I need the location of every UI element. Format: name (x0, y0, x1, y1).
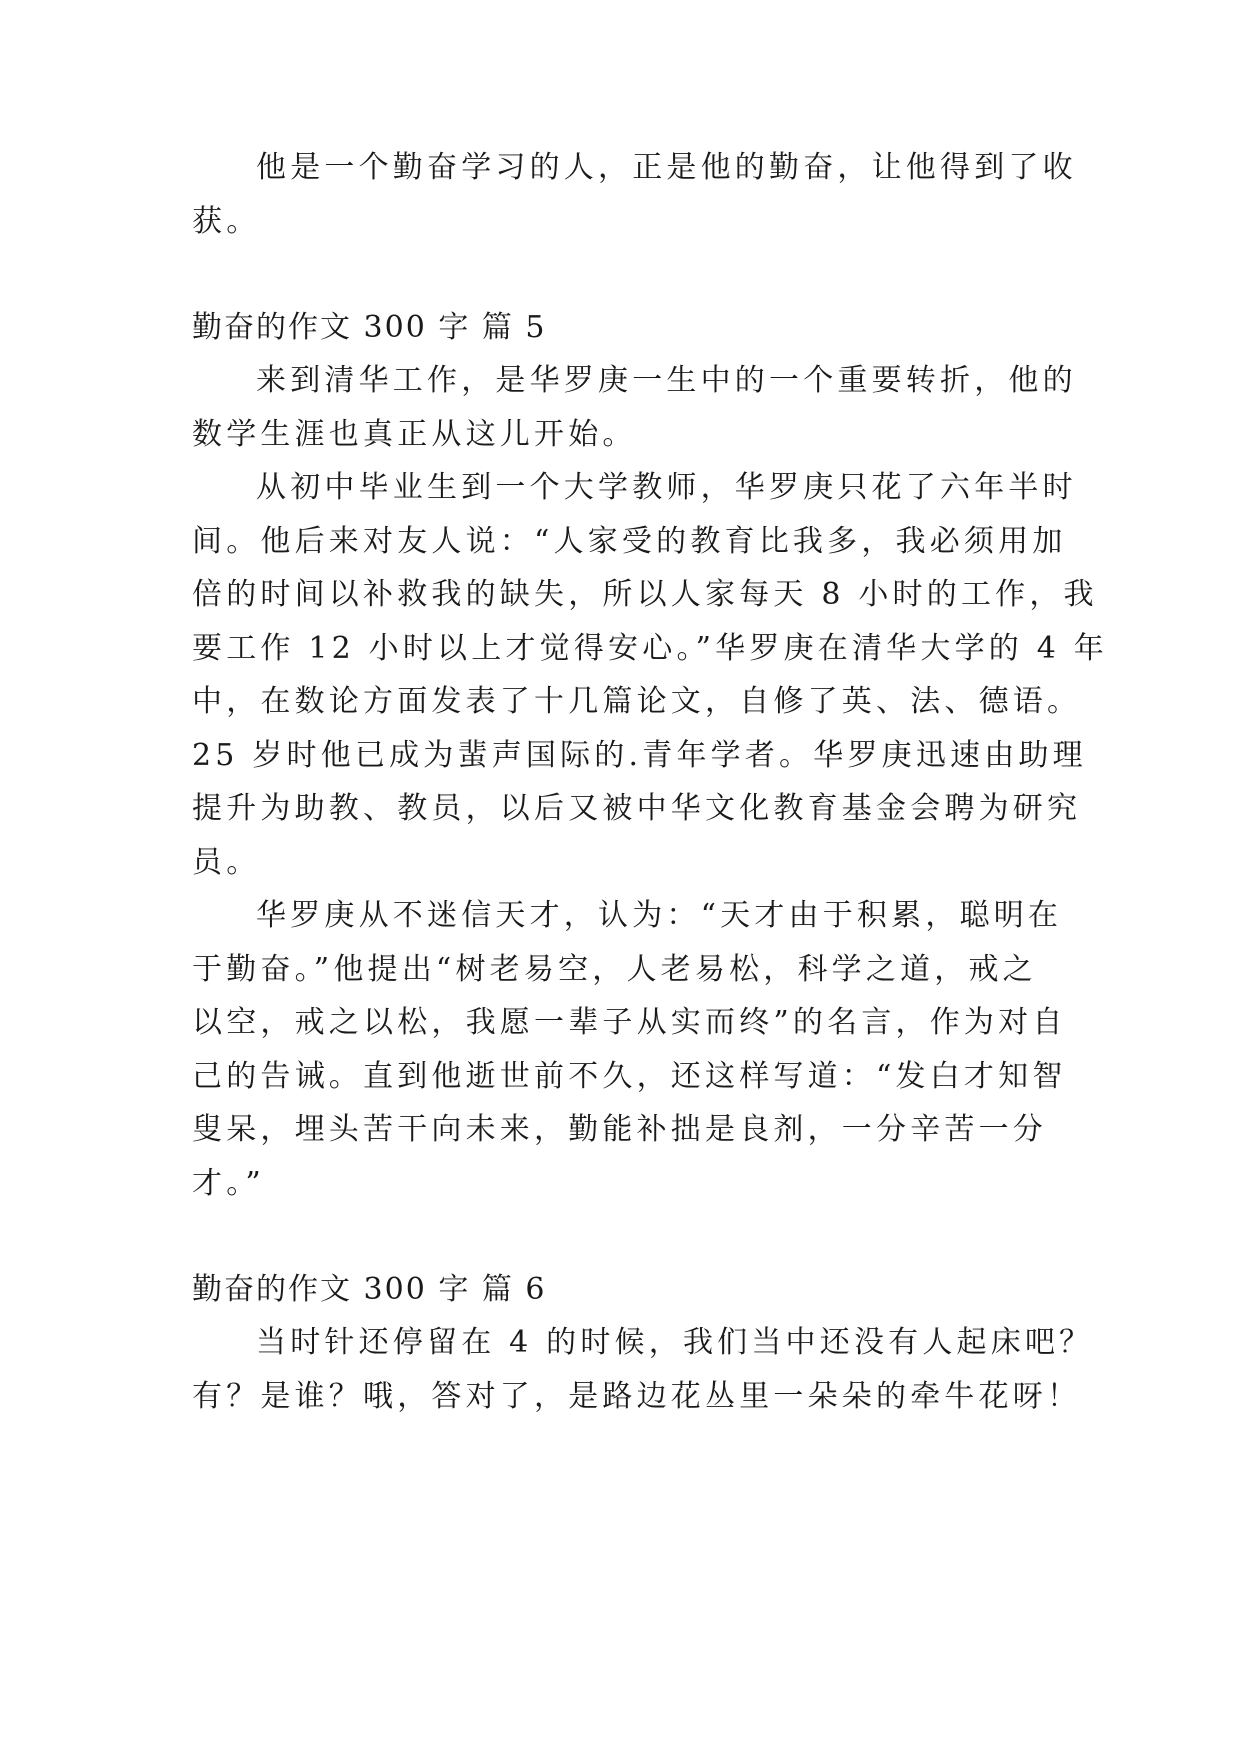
section-heading: 勤奋的作文 300 字 篇 6 (192, 1272, 547, 1307)
paragraph-line: 于勤奋。”他提出“树老易空，人老易松，科学之道，戒之 (192, 952, 1037, 987)
paragraph-line: 倍的时间以补救我的缺失，所以人家每天 8 小时的工作，我 (192, 577, 1098, 612)
paragraph-line: 他是一个勤奋学习的人，正是他的勤奋，让他得到了收 (256, 150, 1077, 185)
paragraph-line: 员。 (192, 845, 261, 880)
paragraph-line: 中，在数论方面发表了十几篇论文，自修了英、法、德语。 (192, 684, 1082, 719)
paragraph-line: 获。 (192, 204, 261, 239)
paragraph-line: 以空，戒之以松，我愿一辈子从实而终”的名言，作为对自 (192, 1005, 1067, 1040)
paragraph-line: 数学生涯也真正从这儿开始。 (192, 417, 637, 452)
paragraph-line: 有？是谁？哦，答对了，是路边花丛里一朵朵的牵牛花呀！ (192, 1379, 1082, 1414)
paragraph-line: 叟呆，埋头苦干向未来，勤能补拙是良剂，一分辛苦一分 (192, 1112, 1047, 1147)
paragraph-line: 才。” (192, 1166, 265, 1201)
paragraph-line: 当时针还停留在 4 的时候，我们当中还没有人起床吧？ (256, 1325, 1094, 1360)
section-heading: 勤奋的作文 300 字 篇 5 (192, 310, 547, 345)
paragraph-line: 提升为助教、教员，以后又被中华文化教育基金会聘为研究 (192, 791, 1082, 826)
paragraph-line: 25 岁时他已成为蜚声国际的.青年学者。华罗庚迅速由助理 (192, 738, 1087, 773)
paragraph-line: 从初中毕业生到一个大学教师，华罗庚只花了六年半时 (256, 470, 1077, 505)
paragraph-line: 华罗庚从不迷信天才，认为：“天才由于积累，聪明在 (256, 898, 1063, 933)
paragraph-line: 间。他后来对友人说：“人家受的教育比我多，我必须用加 (192, 524, 1067, 559)
paragraph-line: 己的告诫。直到他逝世前不久，还这样写道：“发白才知智 (192, 1059, 1067, 1094)
paragraph-line: 要工作 12 小时以上才觉得安心。”华罗庚在清华大学的 4 年 (192, 631, 1108, 666)
paragraph-line: 来到清华工作，是华罗庚一生中的一个重要转折，他的 (256, 363, 1077, 398)
